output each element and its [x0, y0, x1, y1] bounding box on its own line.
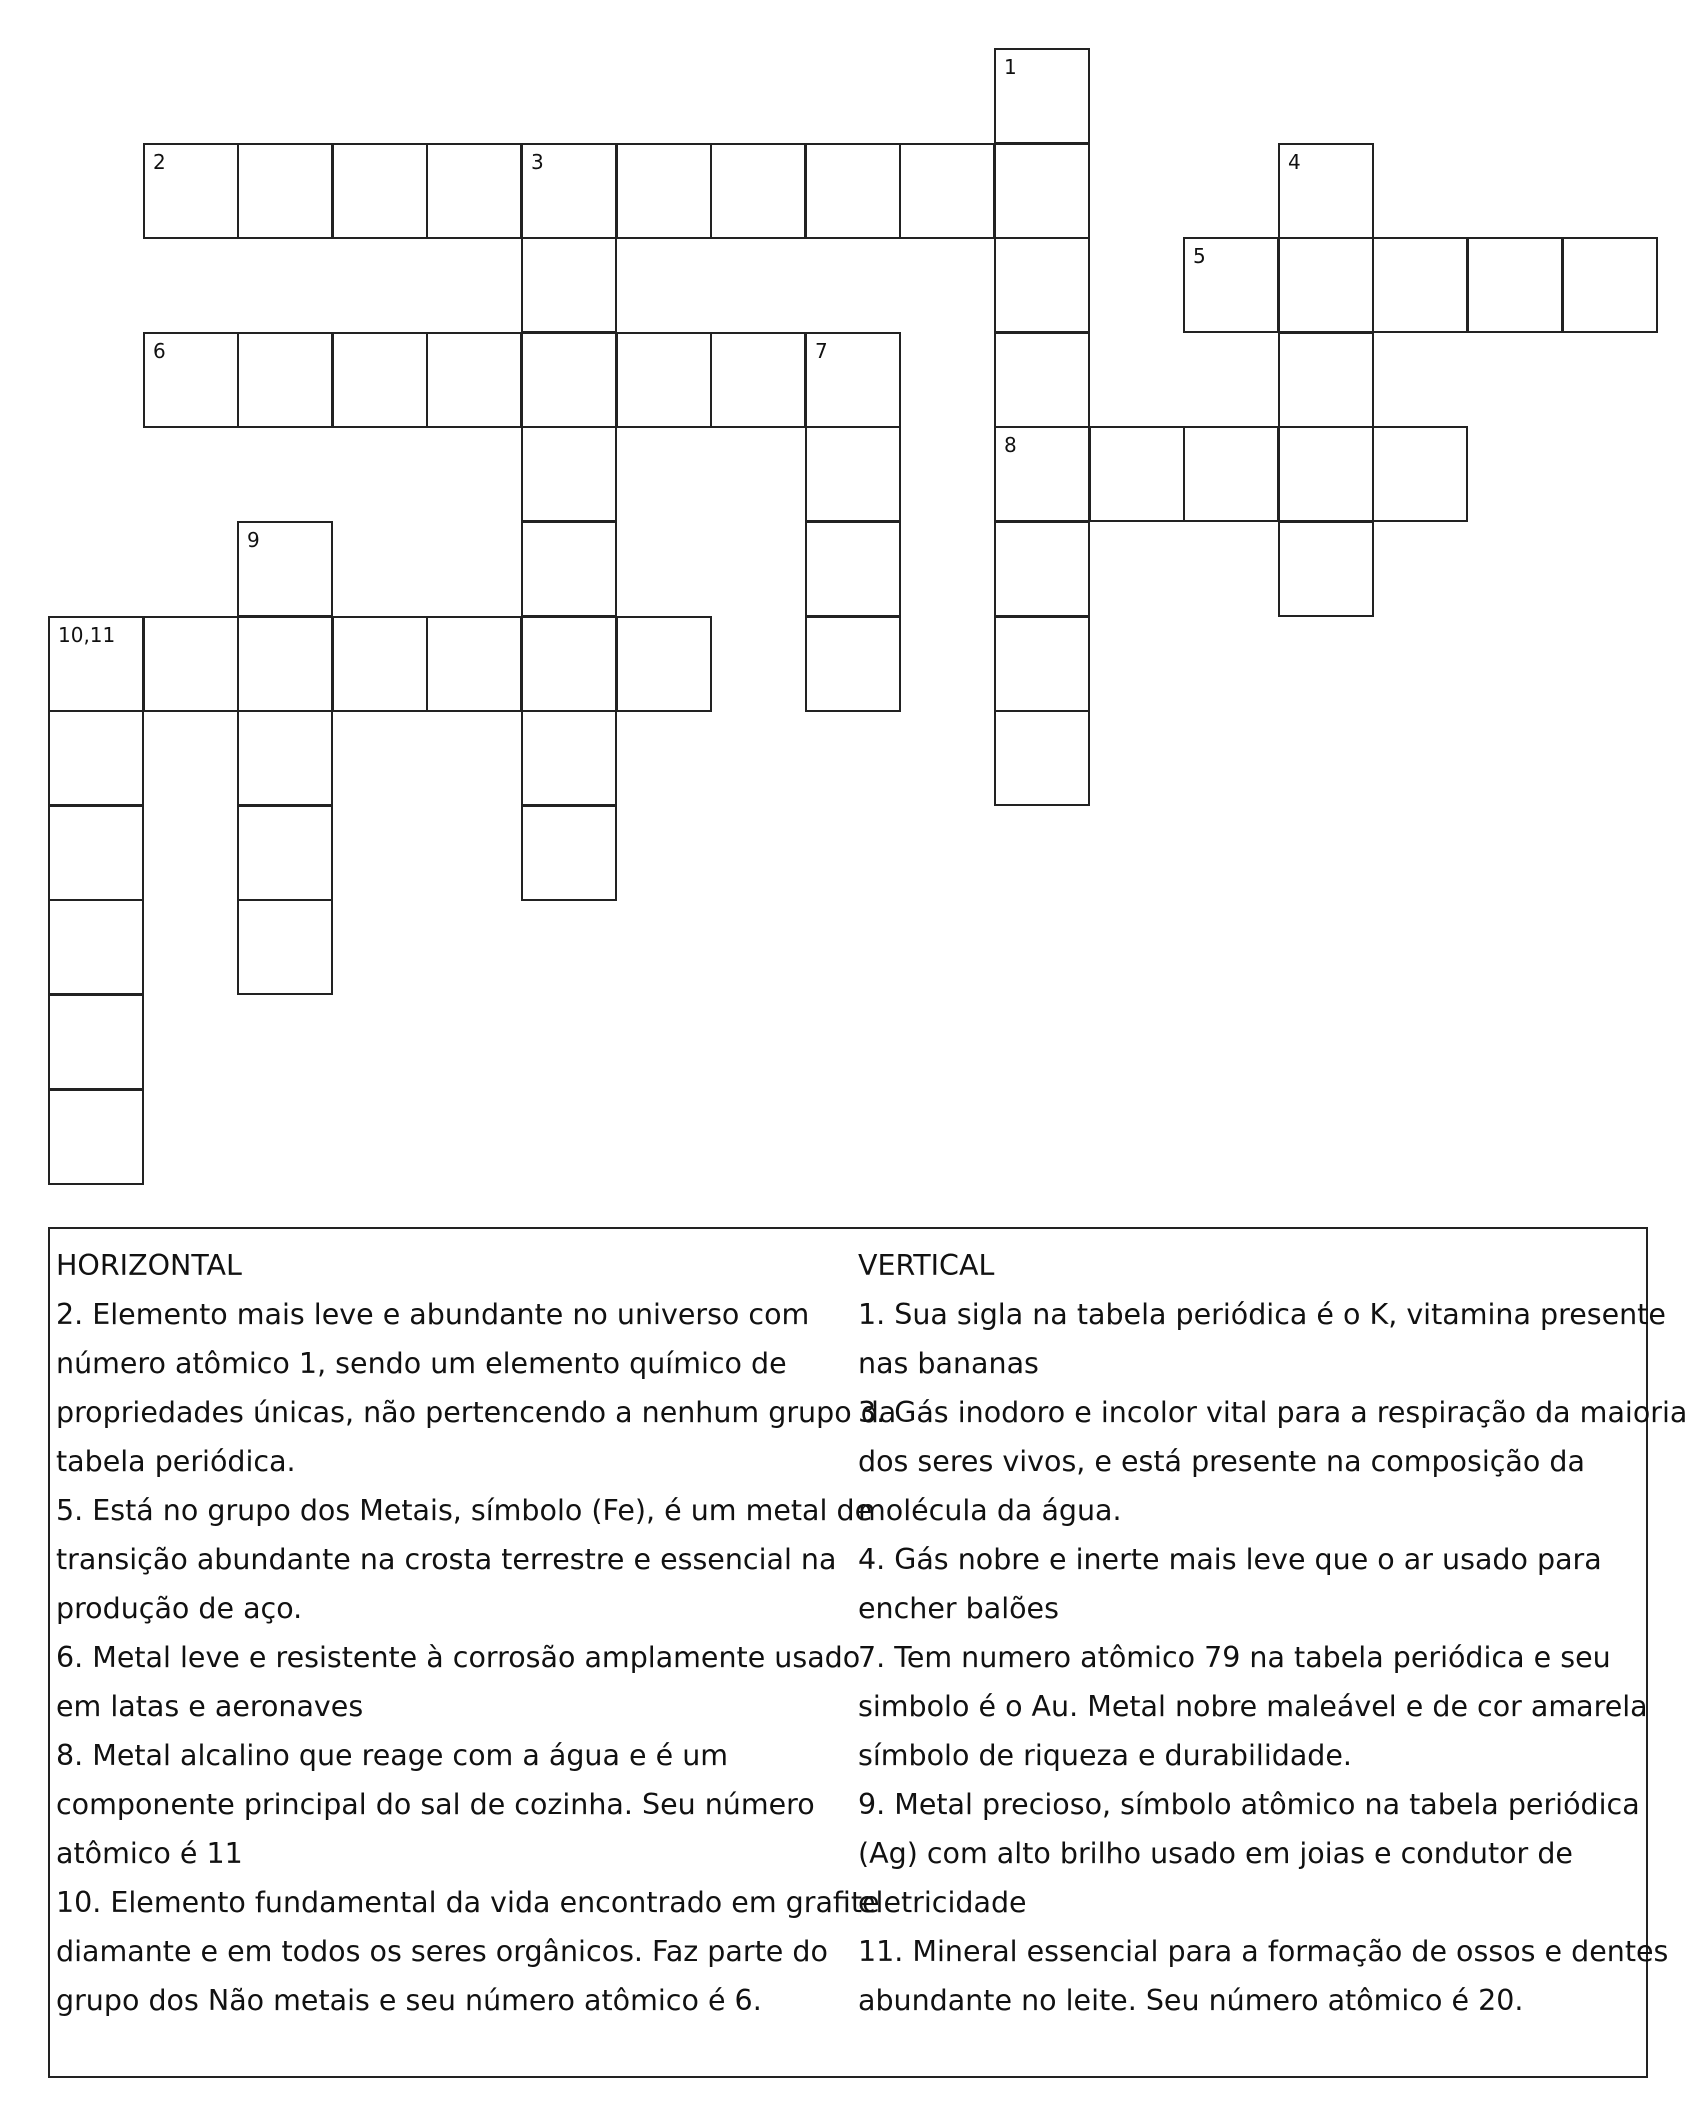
- clue-number: 7: [815, 339, 828, 363]
- crossword-cell-3[interactable]: [521, 143, 617, 239]
- clue-line: encher balões: [858, 1592, 1059, 1625]
- clue-line: nas bananas: [858, 1347, 1039, 1380]
- clue-number: 2: [153, 150, 166, 174]
- clue-number: 10,11: [58, 623, 116, 647]
- clue-line: abundante no leite. Seu número atômico é 20.: [858, 1984, 1524, 2017]
- clue-number: 8: [1004, 433, 1017, 457]
- crossword-cell[interactable]: [521, 710, 617, 806]
- crossword-cell[interactable]: [426, 332, 522, 428]
- clue-line: diamante e em todos os seres orgânicos. Faz parte do: [56, 1935, 828, 1968]
- vertical-heading: VERTICAL: [858, 1249, 995, 1282]
- crossword-cell[interactable]: [332, 616, 428, 712]
- clue-line: símbolo de riqueza e durabilidade.: [858, 1739, 1352, 1772]
- crossword-cell[interactable]: [237, 805, 333, 901]
- clue-line: propriedades únicas, não pertencendo a nenhum grupo da: [56, 1396, 897, 1429]
- crossword-cell[interactable]: [616, 332, 712, 428]
- horizontal-heading: HORIZONTAL: [56, 1249, 242, 1282]
- clue-line: atômico é 11: [56, 1837, 243, 1870]
- crossword-cell[interactable]: [237, 616, 333, 712]
- crossword-cell-7[interactable]: [805, 332, 901, 428]
- crossword-cell[interactable]: [237, 899, 333, 995]
- crossword-cell[interactable]: [48, 994, 144, 1090]
- clue-line: 11. Mineral essencial para a formação de ossos e dentes: [858, 1935, 1669, 1968]
- crossword-cell-5[interactable]: [1183, 237, 1279, 333]
- crossword-cell[interactable]: [710, 332, 806, 428]
- crossword-cell[interactable]: [521, 805, 617, 901]
- crossword-cell[interactable]: [616, 143, 712, 239]
- crossword-cell[interactable]: [899, 143, 995, 239]
- crossword-cell-6[interactable]: [143, 332, 239, 428]
- clue-line: transição abundante na crosta terrestre e essencial na: [56, 1543, 837, 1576]
- clue-line: 7. Tem numero atômico 79 na tabela periódica e seu: [858, 1641, 1611, 1674]
- crossword-cell-8[interactable]: [994, 426, 1090, 522]
- crossword-cell[interactable]: [48, 1089, 144, 1185]
- clue-line: 2. Elemento mais leve e abundante no universo com: [56, 1298, 810, 1331]
- clue-line: grupo dos Não metais e seu número atômico é 6.: [56, 1984, 762, 2017]
- crossword-cell[interactable]: [1278, 237, 1374, 333]
- crossword-cell[interactable]: [237, 332, 333, 428]
- crossword-cell[interactable]: [1562, 237, 1658, 333]
- crossword-cell[interactable]: [521, 521, 617, 617]
- clue-number: 1: [1004, 55, 1017, 79]
- crossword-cell[interactable]: [48, 710, 144, 806]
- clue-line: tabela periódica.: [56, 1445, 296, 1478]
- clue-line: 3. Gás inodoro e incolor vital para a respiração da maioria: [858, 1396, 1688, 1429]
- crossword-cell[interactable]: [426, 143, 522, 239]
- crossword-cell[interactable]: [805, 521, 901, 617]
- clue-number: 9: [247, 528, 260, 552]
- clue-line: molécula da água.: [858, 1494, 1122, 1527]
- clue-line: produção de aço.: [56, 1592, 303, 1625]
- crossword-cell[interactable]: [994, 237, 1090, 333]
- clue-line: 5. Está no grupo dos Metais, símbolo (Fe), é um metal de: [56, 1494, 873, 1527]
- crossword-cell[interactable]: [521, 616, 617, 712]
- crossword-cell[interactable]: [994, 521, 1090, 617]
- crossword-cell[interactable]: [1372, 426, 1468, 522]
- crossword-cell[interactable]: [805, 426, 901, 522]
- horizontal-clues: [56, 1241, 896, 2025]
- crossword-cell[interactable]: [805, 143, 901, 239]
- crossword-cell-2[interactable]: [143, 143, 239, 239]
- clue-line: 1. Sua sigla na tabela periódica é o K, vitamina presente: [858, 1298, 1666, 1331]
- crossword-cell[interactable]: [426, 616, 522, 712]
- clue-line: 8. Metal alcalino que reage com a água e é um: [56, 1739, 729, 1772]
- crossword-cell-9[interactable]: [237, 521, 333, 617]
- crossword-cell[interactable]: [616, 616, 712, 712]
- clue-line: dos seres vivos, e está presente na composição da: [858, 1445, 1585, 1478]
- crossword-cell[interactable]: [1278, 426, 1374, 522]
- crossword-cell[interactable]: [1278, 332, 1374, 428]
- crossword-cell-4[interactable]: [1278, 143, 1374, 239]
- crossword-cell[interactable]: [521, 332, 617, 428]
- clue-number: 5: [1193, 244, 1206, 268]
- crossword-cell[interactable]: [143, 616, 239, 712]
- crossword-cell[interactable]: [1467, 237, 1563, 333]
- clue-line: 6. Metal leve e resistente à corrosão amplamente usado: [56, 1641, 861, 1674]
- clue-line: em latas e aeronaves: [56, 1690, 364, 1723]
- crossword-cell[interactable]: [994, 710, 1090, 806]
- crossword-cell[interactable]: [1372, 237, 1468, 333]
- clue-number: 4: [1288, 150, 1301, 174]
- crossword-cell[interactable]: [332, 143, 428, 239]
- clue-line: 10. Elemento fundamental da vida encontrado em grafite: [56, 1886, 880, 1919]
- clue-line: 4. Gás nobre e inerte mais leve que o ar usado para: [858, 1543, 1602, 1576]
- crossword-cell-10-11[interactable]: [48, 616, 144, 712]
- crossword-cell[interactable]: [994, 616, 1090, 712]
- clue-line: componente principal do sal de cozinha. Seu número: [56, 1788, 815, 1821]
- clue-line: (Ag) com alto brilho usado em joias e condutor de: [858, 1837, 1573, 1870]
- clue-number: 6: [153, 339, 166, 363]
- clue-line: eletricidade: [858, 1886, 1027, 1919]
- crossword-cell[interactable]: [237, 143, 333, 239]
- crossword-cell-1[interactable]: [994, 48, 1090, 144]
- crossword-cell[interactable]: [521, 237, 617, 333]
- clue-line: simbolo é o Au. Metal nobre maleável e de cor amarela: [858, 1690, 1648, 1723]
- crossword-cell[interactable]: [994, 143, 1090, 239]
- clue-line: 9. Metal precioso, símbolo atômico na tabela periódica: [858, 1788, 1640, 1821]
- crossword-cell[interactable]: [332, 332, 428, 428]
- crossword-cell[interactable]: [1089, 426, 1185, 522]
- crossword-cell[interactable]: [994, 332, 1090, 428]
- crossword-cell[interactable]: [48, 805, 144, 901]
- crossword-cell[interactable]: [521, 426, 617, 522]
- crossword-cell[interactable]: [237, 710, 333, 806]
- crossword-cell[interactable]: [710, 143, 806, 239]
- crossword-cell[interactable]: [1278, 521, 1374, 617]
- vertical-clues: [858, 1241, 1687, 2025]
- clue-number: 3: [531, 150, 544, 174]
- clues-box: [48, 1227, 1688, 2078]
- crossword-cell[interactable]: [48, 899, 144, 995]
- crossword-cell[interactable]: [1183, 426, 1279, 522]
- crossword-cell[interactable]: [805, 616, 901, 712]
- clue-line: número atômico 1, sendo um elemento químico de: [56, 1347, 787, 1380]
